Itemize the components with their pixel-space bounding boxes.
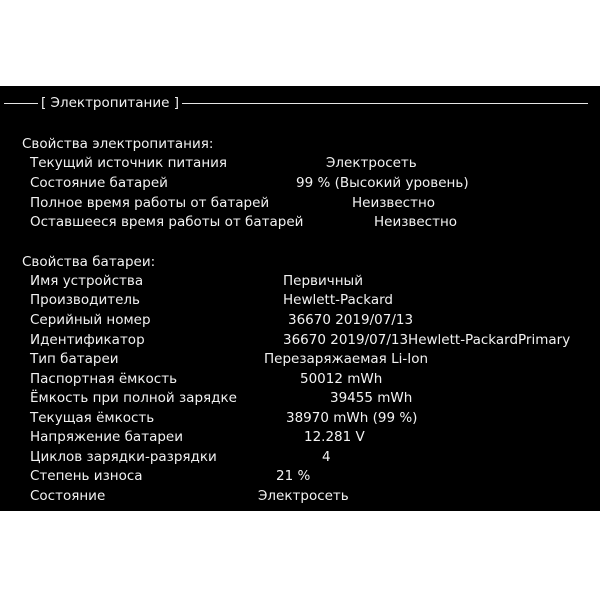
battery-prop-value: 21 % — [276, 468, 311, 484]
battery-prop-value: 36670 2019/07/13 — [288, 312, 414, 328]
battery-prop-label: Состояние — [30, 488, 106, 504]
battery-prop-label: Производитель — [30, 292, 141, 308]
battery-prop-value: 38970 mWh (99 %) — [286, 410, 418, 426]
battery-prop-value: 39455 mWh — [330, 390, 413, 406]
battery-prop-label: Тип батареи — [30, 351, 119, 367]
power-prop-value: Неизвестно — [374, 214, 458, 230]
battery-properties-heading: Свойства батареи: — [22, 254, 156, 270]
battery-prop-value: 4 — [322, 449, 331, 465]
power-prop-label: Текущий источник питания — [30, 155, 228, 171]
battery-prop-value: Перезаряжаемая Li-Ion — [264, 351, 429, 367]
battery-prop-label: Идентификатор — [30, 332, 145, 348]
power-prop-label: Полное время работы от батарей — [30, 195, 270, 211]
power-prop-value: 99 % (Высокий уровень) — [296, 175, 469, 191]
power-prop-label: Оставшееся время работы от батарей — [30, 214, 304, 230]
power-prop-value: Неизвестно — [352, 195, 436, 211]
section-title: [ Электропитание ] — [38, 94, 182, 112]
battery-prop-value: Hewlett-Packard — [283, 292, 393, 308]
battery-prop-label: Имя устройства — [30, 273, 144, 289]
battery-prop-label: Ёмкость при полной зарядке — [30, 390, 237, 406]
battery-prop-label: Паспортная ёмкость — [30, 371, 178, 387]
battery-prop-value: 12.281 V — [304, 429, 365, 445]
power-prop-label: Состояние батарей — [30, 175, 168, 191]
battery-prop-label: Текущая ёмкость — [30, 410, 155, 426]
power-properties-heading: Свойства электропитания: — [22, 136, 214, 152]
battery-prop-value: Электросеть — [258, 488, 349, 504]
battery-prop-label: Напряжение батареи — [30, 429, 183, 445]
power-info-panel — [0, 86, 600, 511]
power-prop-value: Электросеть — [326, 155, 417, 171]
battery-prop-label: Степень износа — [30, 468, 143, 484]
battery-prop-value: 36670 2019/07/13Hewlett-PackardPrimary — [283, 332, 571, 348]
battery-prop-label: Циклов зарядки-разрядки — [30, 449, 217, 465]
battery-prop-label: Серийный номер — [30, 312, 151, 328]
battery-prop-value: Первичный — [283, 273, 363, 289]
battery-prop-value: 50012 mWh — [300, 371, 383, 387]
